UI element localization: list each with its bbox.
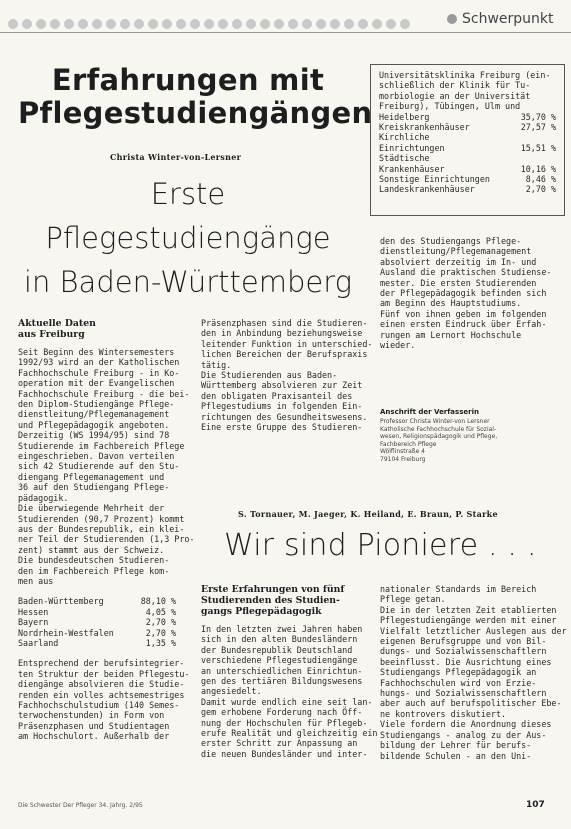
column-3-bottom: nationaler Standards im Bereich Pflege getan. Die in der letzten Zeit etablierten Pflegestudiengänge werden mit einer Vielfalt letztlicher Auslegen aus der eigenen Berufsgruppe und von Bil- dungs- und Sozialwissenschaftlern beeinflusst. Die Ausrichtung eines Studiengangs Pflegepädagogik an Fachhochschulen wird von Erzie- hungs- und Sozialwissenschaftlern aber auch auf berufspolitischer Ebe- ne kontrovers diskutiert. Viele fordern die Anordnung dieses Studiengangs - analog zu der Aus- bildung der Lehrer für berufs- bildende Schulen - an den Uni- [380,584,567,761]
article-author: Christa Winter-von-Lersner [110,152,242,162]
stat-row: Krankenhäuser 10,16 % [379,163,556,174]
footer-text: Die Schwester Der Pfleger 34. Jahrg. 2/95 [18,802,143,809]
stat-row: Hessen 4,05 % [18,606,176,617]
second-article-title: Wir sind Pioniere . . . [224,528,537,563]
page-number: 107 [526,800,545,810]
stat-row: Einrichtungen 15,51 % [379,142,556,153]
section-heading: Aktuelle Daten [18,318,96,329]
stat-row: Kreiskrankenhäuser 27,57 % [379,122,556,133]
column-1: Aktuelle Daten aus Freiburg Seit Beginn des Wintersemesters 1992/93 wird an der Katholischen Fachhochschule Freiburg - in Ko- operation mit der Evangelischen Fachhochschule Freiburg - die bei- den Diplom-Studiengänge Pflege- dienstleitung/Pflegemanagement und Pflegepädagogik angeboten. Derzeitig (WS 1994/95) sind 78 Studierende im Fachbereich Pflege eingeschrieben. Davon verteilen sich 42 Studierende auf den Stu- diengang Pflegemanagement und 36 auf den Studiengang Pflege- pädagogik. Die überwiegende Mehrheit der Studierenden (90,7 Prozent) kommt aus der Bundesrepublik, ein klei- ner Teil der Studierenden (1,3 Pro- zent) stammt aus der Schweiz. Die bundesdeutschen Studieren- den im Fachbereich Pflege kom- men aus Baden-Württemberg 88,10 % Hessen 4,05 % Bayern 2,70 % Nordrhein-Westfalen 2,70 % Saarland 1,35 % Entsprechend der berufsintegrier- ten Struktur der beiden Pflegestu- diengänge absolvieren die Studie- renden ein volles achtsemestriges Fachhochschulstudium (140 Semes- terwochenstunden) in Form von Präsenzphasen und Studientagen am Hochschulort. Außerhalb der [18,318,195,742]
decorative-dot-row [8,14,414,33]
section-label: Schwerpunkt [447,11,554,27]
column-2-top: Präsenzphasen sind die Studieren- den in Anbindung beziehungsweise leitender Funktion in unterschied- lichen Bereichen der Berufspraxis tätig. Die Studierenden aus Baden- Württemberg absolvieren zur Zeit den obligaten Praxisanteil des Pflegestudiums in folgenden Ein- richtungen des Gesundheitswesens. Eine erste Gruppe des Studieren- [201,318,373,433]
stat-row: Sonstige Einrichtungen 8,46 % [379,174,556,185]
stat-row: Städtische [379,153,430,164]
statistics-box: Universitätsklinika Freiburg (ein- schließlich der Klinik für Tu- morbiologie an der Universität Freiburg), Tübingen, Ulm und Heidelberg 35,70 % Kreiskrankenhäuser 27,57 % Kirchliche Einrichtungen 15,51 % Städtische Krankenhäuser 10,16 % Sonstige Einrichtungen 8,46 % Landeskrankenhäuser 2,70 % [370,64,565,216]
stat-row: Heidelberg 35,70 % [379,111,556,122]
section-heading: aus Freiburg [18,329,85,340]
bullet-icon [447,14,457,24]
main-title: Erfahrungen mit Pflegestudiengängen [18,63,373,130]
stat-row: Bayern 2,70 % [18,617,176,628]
second-article-authors: S. Tornauer, M. Jaeger, K. Heiland, E. Braun, P. Starke [238,509,498,519]
column-3-top: den des Studiengangs Pflege- dienstleitung/Pflegemanagement absolviert derzeitig im In- und Ausland die praktischen Studiense- mester. Die ersten Studierenden der Pflegepädagogik befinden sich am Beginn des Hauptstudiums. Fünf von ihnen geben im folgenden einen ersten Eindruck über Erfah- rungen am Lernort Hochschule wieder. [380,236,552,351]
author-address: Anschrift der Verfasserin Professor Christa Winter-von Lersner Katholische Fachhochschule für Sozial- wesen, Religionspädagogik und Pflege, Fachbereich Pflege Wölflinstraße 4 79104 Freiburg [380,408,498,463]
stat-row: Kirchliche [379,132,430,143]
stat-row: Baden-Württemberg 88,10 % [18,596,176,607]
stat-row: Nordrhein-Westfalen 2,70 % [18,627,176,638]
article-subtitle: Erste Pflegestudiengänge in Baden-Württemberg [23,177,353,299]
column-2-bottom: Erste Erfahrungen von fünf Studierenden des Studien- gangs Pflegepädagogik In den letzten zwei Jahren haben sich in den alten Bundesländern der Bundesrepublik Deutschland verschiedene Pflegestudiengänge an unterschiedlichen Einrichtun- gen des tertiären Bildungswesens angesiedelt. Damit wurde endlich eine seit lan- gem erhobene Forderung nach Öff- nung der Hochschulen für Pflegeb- erufe Realität und gleichzeitig ein erster Schritt zur Anpassung an die neuen Bundesländer und inter- [201,584,378,759]
stat-row: Saarland 1,35 % [18,637,176,648]
header-rule [0,32,571,33]
stat-row: Landeskrankenhäuser 2,70 % [379,184,556,195]
